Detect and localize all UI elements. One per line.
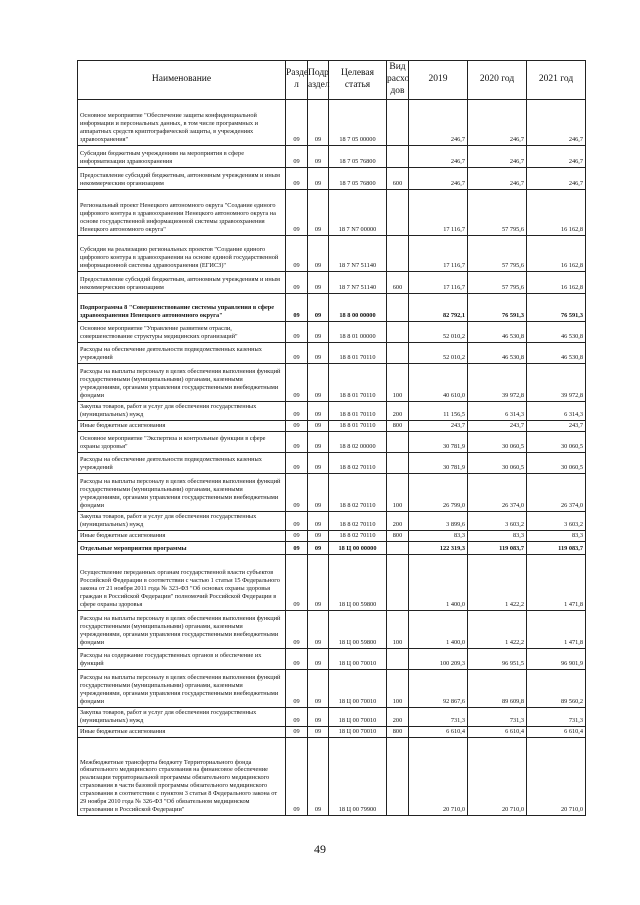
cell-razdel: 09 [286,648,308,669]
cell-podrazdel: 09 [308,610,329,648]
cell-razdel: 09 [286,452,308,473]
cell-2020: 76 591,3 [468,293,527,321]
cell-name: Отдельные мероприятия программы [78,541,286,554]
cell-target: 18 Ц 00 59800 [329,554,387,610]
cell-2021: 46 530,8 [527,321,586,342]
cell-target: 18 8 02 70110 [329,473,387,511]
cell-podrazdel: 09 [308,431,329,452]
cell-2019: 246,7 [409,145,468,167]
header-2020: 2020 год [468,61,527,100]
cell-2020: 1 422,2 [468,554,527,610]
cell-razdel: 09 [286,726,308,737]
cell-razdel: 09 [286,554,308,610]
header-target: Целевая статья [329,61,387,100]
cell-razdel: 09 [286,530,308,541]
cell-podrazdel: 09 [308,271,329,293]
cell-2019: 246,7 [409,99,468,145]
table-row [78,737,586,815]
table-row [78,610,586,648]
cell-2021: 89 560,2 [527,669,586,707]
cell-vid [387,145,409,167]
cell-vid [387,293,409,321]
cell-razdel: 09 [286,167,308,189]
page-number: 49 [314,842,326,856]
cell-vid [387,648,409,669]
cell-name: Основное мероприятие "Обеспечение защиты конфиденциальной информации и персональных данных, в том числе программных и аппаратных средств криптографической защиты, в учреждениях здравоохранения" [78,99,286,145]
cell-podrazdel: 09 [308,554,329,610]
table-row [78,189,586,235]
cell-name: Осуществление переданных органам государственной власти субъектов Российской Федерации в соответствии с частью 1 статьи 15 Федерального закона от 21 ноября 2011 года № 323-ФЗ "Об основах охраны здоровья граждан в Российской Федерации" полномочий Российской Федерации в сфере охраны здоровья [78,554,286,610]
cell-2021: 246,7 [527,145,586,167]
cell-name: Расходы на обеспечение деятельности подведомственных казенных учреждений [78,342,286,363]
cell-podrazdel: 09 [308,401,329,420]
cell-vid: 100 [387,363,409,401]
cell-2019: 92 867,6 [409,669,468,707]
header-2019: 2019 [409,61,468,100]
cell-name: Закупка товаров, работ и услуг для обеспечения государственных (муниципальных) нужд [78,511,286,530]
cell-razdel: 09 [286,99,308,145]
cell-2019: 30 781,9 [409,431,468,452]
cell-2021: 46 530,8 [527,342,586,363]
cell-2020: 731,3 [468,707,527,726]
cell-name: Иные бюджетные ассигнования [78,726,286,737]
cell-podrazdel: 09 [308,669,329,707]
cell-name: Закупка товаров, работ и услуг для обеспечения государственных (муниципальных) нужд [78,707,286,726]
cell-vid: 100 [387,610,409,648]
cell-razdel: 09 [286,511,308,530]
cell-vid: 800 [387,530,409,541]
cell-2019: 731,3 [409,707,468,726]
cell-podrazdel: 09 [308,293,329,321]
table-row [78,401,586,420]
cell-razdel: 09 [286,321,308,342]
table-row [78,707,586,726]
cell-vid [387,737,409,815]
budget-table [77,60,586,816]
cell-name: Иные бюджетные ассигнования [78,530,286,541]
cell-2020: 6 314,3 [468,401,527,420]
cell-podrazdel: 09 [308,737,329,815]
table-row [78,726,586,737]
cell-2019: 1 400,0 [409,554,468,610]
table-row [78,293,586,321]
cell-2020: 83,3 [468,530,527,541]
cell-name: Межбюджетные трансферты бюджету Территориального фонда обязательного медицинского страхования на финансовое обеспечение реализации территориальной программы обязательного медицинского страхования в части базовой программы обязательного медицинского страхования в соответствии с пунктом 3 статьи 8 Федерального закона от 29 ноября 2010 года № 326-ФЗ "Об обязательном медицинском страховании в Российской Федерации" [78,737,286,815]
cell-podrazdel: 09 [308,363,329,401]
cell-podrazdel: 09 [308,648,329,669]
cell-2019: 1 400,0 [409,610,468,648]
table-row [78,473,586,511]
cell-2021: 6 314,3 [527,401,586,420]
cell-podrazdel: 09 [308,420,329,431]
cell-podrazdel: 09 [308,235,329,271]
cell-podrazdel: 09 [308,726,329,737]
cell-2020: 57 795,6 [468,235,527,271]
cell-2021: 26 374,0 [527,473,586,511]
cell-vid [387,342,409,363]
cell-name: Субсидия на реализацию региональных проектов "Создание единого цифрового контура в здравоохранении на основе единой государственной информационной системы здравоохранения (ЕГИСЗ)" [78,235,286,271]
cell-podrazdel: 09 [308,321,329,342]
cell-target: 18 8 01 00000 [329,321,387,342]
cell-vid: 200 [387,401,409,420]
cell-name: Субсидии бюджетным учреждениям на мероприятия в сфере информатизации здравоохранения [78,145,286,167]
cell-2019: 100 209,3 [409,648,468,669]
table-row [78,452,586,473]
cell-vid: 200 [387,707,409,726]
cell-razdel: 09 [286,293,308,321]
cell-2019: 30 781,9 [409,452,468,473]
cell-name: Подпрограмма 8 "Совершенствование системы управления в сфере здравоохранения Ненецкого автономного округа" [78,293,286,321]
table-row [78,669,586,707]
cell-target: 18 7 05 00000 [329,99,387,145]
cell-vid [387,99,409,145]
cell-target: 18 8 01 70110 [329,363,387,401]
cell-target: 18 8 01 70110 [329,401,387,420]
cell-name: Закупка товаров, работ и услуг для обеспечения государственных (муниципальных) нужд [78,401,286,420]
cell-2020: 1 422,2 [468,610,527,648]
cell-vid [387,321,409,342]
cell-2021: 16 162,8 [527,235,586,271]
cell-2020: 46 530,8 [468,342,527,363]
cell-2020: 30 060,5 [468,452,527,473]
cell-razdel: 09 [286,737,308,815]
cell-razdel: 09 [286,541,308,554]
cell-name: Расходы на содержание государственных органов и обеспечение их функций [78,648,286,669]
cell-razdel: 09 [286,707,308,726]
header-vid: Вид расхо дов [387,61,409,100]
table-row [78,530,586,541]
cell-target: 18 8 02 70110 [329,530,387,541]
cell-razdel: 09 [286,431,308,452]
cell-2021: 39 972,8 [527,363,586,401]
cell-name: Расходы на обеспечение деятельности подведомственных казенных учреждений [78,452,286,473]
cell-2020: 246,7 [468,99,527,145]
table-row [78,99,586,145]
cell-2019: 17 116,7 [409,271,468,293]
table-body [78,99,586,815]
cell-2021: 731,3 [527,707,586,726]
cell-razdel: 09 [286,420,308,431]
table-row [78,321,586,342]
cell-2021: 3 603,2 [527,511,586,530]
cell-2021: 6 610,4 [527,726,586,737]
cell-2019: 6 610,4 [409,726,468,737]
cell-2021: 119 083,7 [527,541,586,554]
cell-podrazdel: 09 [308,473,329,511]
cell-2021: 243,7 [527,420,586,431]
cell-2020: 30 060,5 [468,431,527,452]
cell-2021: 20 710,0 [527,737,586,815]
cell-2021: 246,7 [527,167,586,189]
cell-vid [387,541,409,554]
cell-vid [387,189,409,235]
cell-2021: 76 591,3 [527,293,586,321]
cell-2020: 39 972,8 [468,363,527,401]
cell-2019: 122 319,3 [409,541,468,554]
cell-podrazdel: 09 [308,99,329,145]
table-row [78,648,586,669]
cell-name: Основное мероприятие "Управление развитием отрасли, совершенствование структуры медицинских организаций" [78,321,286,342]
cell-podrazdel: 09 [308,167,329,189]
cell-target: 18 Ц 00 00000 [329,541,387,554]
cell-podrazdel: 09 [308,342,329,363]
cell-2020: 246,7 [468,167,527,189]
cell-2021: 1 471,8 [527,610,586,648]
cell-name: Региональный проект Ненецкого автономного округа "Создание единого цифрового контура в здравоохранении Ненецкого автономного округа на основе государственной информационной системы здравоохранения Ненецкого автономного округа" [78,189,286,235]
cell-vid [387,452,409,473]
cell-2021: 30 060,5 [527,431,586,452]
cell-vid: 600 [387,167,409,189]
cell-razdel: 09 [286,342,308,363]
cell-target: 18 Ц 00 70010 [329,669,387,707]
cell-vid [387,554,409,610]
cell-2020: 26 374,0 [468,473,527,511]
cell-podrazdel: 09 [308,511,329,530]
cell-name: Расходы на выплаты персоналу в целях обеспечения выполнения функций государственными (муниципальными) органами, казенными учреждениями, органами управления государственными внебюджетными фондами [78,669,286,707]
cell-target: 18 Ц 00 70010 [329,648,387,669]
cell-target: 18 8 00 00000 [329,293,387,321]
cell-razdel: 09 [286,401,308,420]
table-row [78,271,586,293]
cell-2019: 20 710,0 [409,737,468,815]
table-row [78,420,586,431]
cell-name: Иные бюджетные ассигнования [78,420,286,431]
cell-2020: 246,7 [468,145,527,167]
cell-target: 18 Ц 00 79900 [329,737,387,815]
cell-2021: 246,7 [527,99,586,145]
cell-2021: 96 901,9 [527,648,586,669]
cell-vid: 800 [387,420,409,431]
cell-2019: 52 010,2 [409,342,468,363]
cell-2021: 16 162,8 [527,189,586,235]
table-row [78,235,586,271]
cell-name: Расходы на выплаты персоналу в целях обеспечения выполнения функций государственными (муниципальными) органами, казенными учреждениями, органами управления государственными внебюджетными фондами [78,610,286,648]
cell-2020: 89 609,8 [468,669,527,707]
cell-2019: 82 792,1 [409,293,468,321]
cell-name: Расходы на выплаты персоналу в целях обеспечения выполнения функций государственными (муниципальными) органами, казенными учреждениями, органами управления государственными внебюджетными фондами [78,363,286,401]
header-podrazdel: Подр аздел [308,61,329,100]
budget-table-sheet [77,60,585,816]
cell-target: 18 7 05 76800 [329,167,387,189]
cell-2020: 6 610,4 [468,726,527,737]
cell-razdel: 09 [286,235,308,271]
cell-target: 18 Ц 00 70010 [329,726,387,737]
cell-vid: 800 [387,726,409,737]
cell-vid: 200 [387,511,409,530]
cell-razdel: 09 [286,669,308,707]
cell-2020: 119 083,7 [468,541,527,554]
table-row [78,541,586,554]
cell-vid [387,431,409,452]
cell-target: 18 8 02 00000 [329,431,387,452]
cell-target: 18 Ц 00 70010 [329,707,387,726]
cell-2021: 16 162,8 [527,271,586,293]
cell-2021: 83,3 [527,530,586,541]
cell-2020: 20 710,0 [468,737,527,815]
cell-2020: 46 530,8 [468,321,527,342]
cell-razdel: 09 [286,610,308,648]
cell-target: 18 8 02 70110 [329,511,387,530]
cell-razdel: 09 [286,271,308,293]
cell-podrazdel: 09 [308,189,329,235]
cell-razdel: 09 [286,473,308,511]
cell-vid: 100 [387,473,409,511]
cell-2019: 246,7 [409,167,468,189]
cell-name: Предоставление субсидий бюджетным, автономным учреждениям и иным некоммерческим организациям [78,167,286,189]
cell-target: 18 7 05 76800 [329,145,387,167]
cell-podrazdel: 09 [308,707,329,726]
cell-2019: 52 010,2 [409,321,468,342]
cell-razdel: 09 [286,189,308,235]
cell-2019: 40 610,0 [409,363,468,401]
header-name: Наименование [78,61,286,100]
cell-name: Расходы на выплаты персоналу в целях обеспечения выполнения функций государственными (муниципальными) органами, казенными учреждениями, органами управления государственными внебюджетными фондами [78,473,286,511]
cell-2019: 17 116,7 [409,189,468,235]
table-row [78,363,586,401]
cell-2019: 83,3 [409,530,468,541]
cell-razdel: 09 [286,363,308,401]
cell-vid [387,235,409,271]
cell-2019: 26 799,0 [409,473,468,511]
cell-target: 18 8 02 70110 [329,452,387,473]
cell-2019: 11 156,5 [409,401,468,420]
cell-2021: 30 060,5 [527,452,586,473]
cell-2020: 243,7 [468,420,527,431]
cell-name: Основное мероприятие "Экспертиза и контрольные функции в сфере охраны здоровья" [78,431,286,452]
table-row [78,511,586,530]
cell-name: Предоставление субсидий бюджетным, автономным учреждениям и иным некоммерческим организациям [78,271,286,293]
cell-target: 18 7 N7 00000 [329,189,387,235]
cell-2020: 3 603,2 [468,511,527,530]
header-2021: 2021 год [527,61,586,100]
cell-target: 18 Ц 00 59800 [329,610,387,648]
cell-podrazdel: 09 [308,530,329,541]
cell-target: 18 8 01 70110 [329,342,387,363]
cell-podrazdel: 09 [308,145,329,167]
cell-razdel: 09 [286,145,308,167]
table-row [78,167,586,189]
cell-vid: 100 [387,669,409,707]
table-row [78,554,586,610]
cell-vid: 600 [387,271,409,293]
header-razdel: Разде л [286,61,308,100]
cell-podrazdel: 09 [308,541,329,554]
table-row [78,145,586,167]
cell-2020: 96 951,5 [468,648,527,669]
cell-target: 18 7 N7 51140 [329,271,387,293]
cell-2019: 3 899,6 [409,511,468,530]
cell-2020: 57 795,6 [468,271,527,293]
table-row [78,431,586,452]
cell-2021: 1 471,8 [527,554,586,610]
table-row [78,342,586,363]
cell-target: 18 7 N7 51140 [329,235,387,271]
cell-2020: 57 795,6 [468,189,527,235]
cell-2019: 17 116,7 [409,235,468,271]
cell-2019: 243,7 [409,420,468,431]
table-header-row [78,61,586,100]
cell-podrazdel: 09 [308,452,329,473]
cell-target: 18 8 01 70110 [329,420,387,431]
